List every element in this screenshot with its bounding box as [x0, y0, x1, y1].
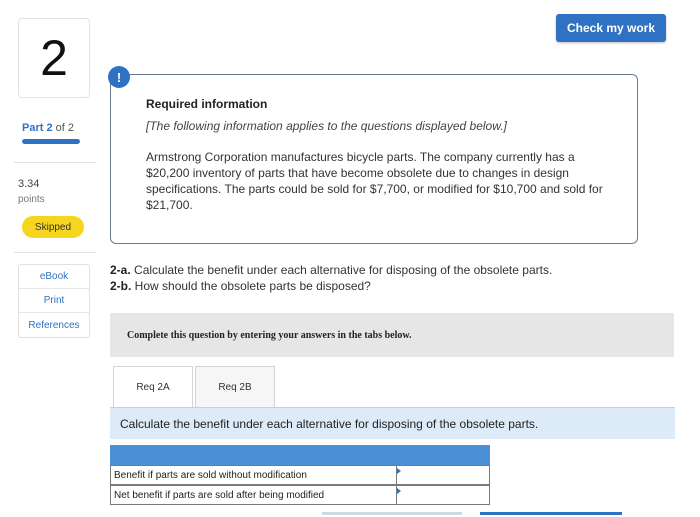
question-2b [110, 279, 371, 293]
tab-req-2a[interactable]: Req 2A [113, 366, 193, 407]
part-indicator [22, 122, 74, 134]
question-text: Calculate the benefit under each alternative for disposing of the obsolete parts. [130, 263, 553, 277]
panel-text: Calculate the benefit under each alternative for disposing of the obsolete parts. [120, 416, 539, 431]
resource-links [18, 264, 90, 338]
check-my-work-button[interactable]: Check my work [556, 14, 666, 42]
question-label: 2-b. [110, 279, 132, 293]
instructions-bar [110, 313, 674, 357]
info-body: Armstrong Corporation manufactures bicycle parts. The company currently has a $20,200 inventory of parts that have become obsolete due to changes in design specifications. The parts could be sold for $7,700, or modified for $10,700 and sold for $21,700. [146, 150, 603, 212]
tab-panel-instruction [110, 407, 675, 439]
info-title: Required information [146, 97, 268, 111]
part-progress-bar [22, 139, 80, 144]
sidebar-divider [14, 252, 96, 253]
references-link[interactable]: References [28, 319, 80, 331]
prev-tab-button[interactable] [322, 512, 462, 515]
question-2a [110, 263, 552, 277]
instructions-text: Complete this question by entering your answers in the tabs below. [127, 329, 412, 341]
alert-icon: ! [108, 66, 130, 88]
table-row [110, 465, 490, 485]
next-tab-button[interactable] [480, 512, 622, 515]
status-badge: Skipped [22, 216, 84, 238]
answer-table-header [110, 445, 490, 465]
part-progress-fill [22, 139, 80, 144]
input-marker-icon [397, 488, 401, 494]
tab-req-2b[interactable]: Req 2B [195, 366, 275, 407]
ebook-link[interactable]: eBook [19, 265, 89, 289]
question-number: 2 [18, 18, 90, 98]
print-link[interactable]: Print [19, 289, 89, 313]
required-information-box [110, 74, 638, 244]
question-text: How should the obsolete parts be disposed? [131, 279, 371, 293]
part-total: of 2 [55, 122, 75, 134]
benefit-unmodified-input[interactable] [397, 466, 489, 484]
benefit-modified-input[interactable] [397, 486, 489, 504]
sidebar-divider [14, 162, 96, 163]
input-marker-icon [397, 468, 401, 474]
info-note: [The following information applies to the questions displayed below.] [146, 119, 507, 133]
row-label: Benefit if parts are sold without modification [111, 466, 397, 484]
part-current: 2 [46, 122, 53, 134]
question-label: 2-a. [110, 263, 131, 277]
points-value: 3.34 [18, 178, 40, 190]
points-label: points [18, 194, 45, 205]
row-label: Net benefit if parts are sold after being modified [111, 486, 397, 504]
table-row [110, 485, 490, 505]
part-prefix: Part [22, 122, 44, 134]
